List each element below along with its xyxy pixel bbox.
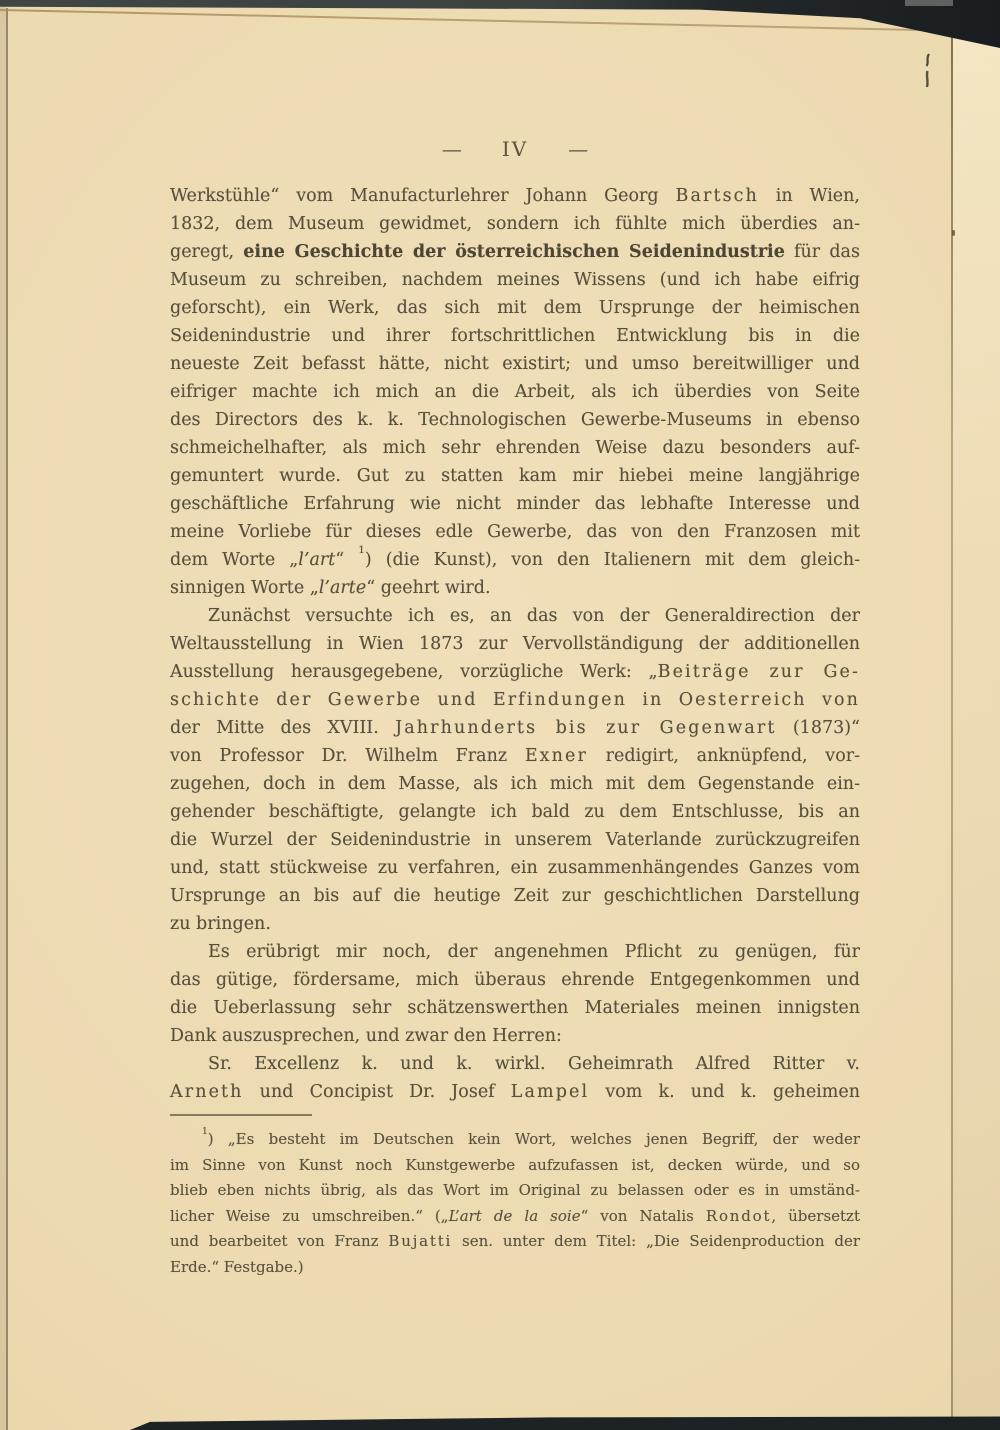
text-line: 1832, dem Museum gewidmet, sondern ich fühlte mich überdies an- (170, 214, 860, 234)
footnote-line: Erde.“ Festgabe.) (170, 1257, 304, 1276)
text-line: geschäftliche Erfahrung wie nicht minder das lebhafte Interesse und (170, 494, 860, 514)
text-line: geforscht), ein Werk, das sich mit dem Ursprunge der heimischen (170, 298, 860, 318)
text-line: und, statt stückweise zu verfahren, ein zusammenhängendes Ganzes vom (170, 858, 860, 878)
body-text (170, 182, 860, 1106)
footnote-line: und bearbeitet von Franz Bujatti sen. unter dem Titel: „Die Seidenproduction der (170, 1232, 860, 1250)
page-numeral: IV (501, 137, 529, 161)
text-block (170, 136, 860, 1280)
text-line: eifriger machte ich mich an die Arbeit, als ich überdies von Seite (170, 382, 860, 402)
ink-mark (920, 52, 934, 94)
footnote-rule (170, 1114, 312, 1116)
footnote-line: licher Weise zu umschreiben.“ („L’art de la soie“ von Natalis Rondot, übersetzt (170, 1206, 860, 1225)
adjacent-page-strip (953, 26, 1000, 1416)
text-line: Werkstühle“ vom Manufacturlehrer Johann Georg Bartsch in Wien, (170, 186, 860, 206)
text-line: das gütige, fördersame, mich überaus ehrende Entgegenkommen und (170, 970, 860, 990)
text-line: Zunächst versuchte ich es, an das von der Generaldirection der (208, 606, 860, 626)
text-line: Seidenindustrie und ihrer fortschrittlichen Entwicklung bis in die (170, 326, 860, 346)
text-line: Ursprunge an bis auf die heutige Zeit zur geschichtlichen Darstellung (170, 886, 860, 906)
binding-gutter-line (6, 8, 8, 1430)
text-line: Weltausstellung in Wien 1873 zur Vervollständigung der additionellen (170, 634, 860, 654)
paper-speck (952, 230, 955, 236)
footnote-line: blieb eben nichts übrig, als das Wort im Original zu belassen oder es in umständ- (170, 1181, 860, 1199)
text-line: zu bringen. (170, 914, 271, 934)
text-line: von Professor Dr. Wilhelm Franz Exner redigirt, anknüpfend, vor- (170, 746, 861, 766)
text-line: die Wurzel der Seidenindustrie in unserem Vaterlande zurückzugreifen (170, 830, 860, 850)
text-line: des Directors des k. k. Technologischen Gewerbe-Museums in ebenso (170, 410, 860, 430)
text-line: schichte der Gewerbe und Erfindungen in Oesterreich von (170, 690, 860, 710)
text-line: gehender beschäftigte, gelangte ich bald zu dem Entschlusse, bis an (170, 802, 860, 822)
text-line: sinnigen Worte „l’arte“ geehrt wird. (170, 578, 491, 598)
text-line: gemuntert wurde. Gut zu statten kam mir hiebei meine langjährige (170, 466, 860, 486)
text-line: Es erübrigt mir noch, der angenehmen Pflicht zu genügen, für (208, 942, 860, 962)
text-line: meine Vorliebe für dieses edle Gewerbe, das von den Franzosen mit (170, 522, 860, 542)
text-line: Dank auszusprechen, und zwar den Herren: (170, 1026, 562, 1046)
dash-right: — (568, 137, 589, 161)
footnote-line: $^1$) „Es besteht im Deutschen kein Wort, welches jenen Begriff, der weder (202, 1126, 860, 1148)
text-line: Arneth und Concipist Dr. Josef Lampel vom k. und k. geheimen (170, 1082, 860, 1102)
text-line: neueste Zeit befasst hätte, nicht existirt; und umso bereitwilliger und (170, 354, 860, 374)
top-band-notch (905, 0, 953, 6)
page-number (170, 136, 860, 162)
text-line: dem Worte „l’art“ $^1$) (die Kunst), von den Italienern mit dem gleich- (170, 543, 861, 570)
text-line: Museum zu schreiben, nachdem meines Wissens (und ich habe eifrig (170, 270, 860, 290)
text-line: der Mitte des XVIII. Jahrhunderts bis zur Gegenwart (1873)“ (170, 718, 860, 738)
footnote-line: im Sinne von Kunst noch Kunstgewerbe aufzufassen ist, decken würde, und so (170, 1155, 860, 1174)
text-line: schmeichelhafter, als mich sehr ehrenden Weise dazu besonders auf- (170, 438, 860, 458)
text-line: zugehen, doch in dem Masse, als ich mich mit dem Gegenstande ein- (170, 774, 860, 794)
text-line: geregt, eine Geschichte der österreichischen Seidenindustrie für das (170, 242, 860, 262)
text-line: die Ueberlassung sehr schätzenswerthen Materiales meinen innigsten (170, 998, 860, 1018)
page-right-edge (951, 28, 953, 1420)
text-line: Ausstellung herausgegebene, vorzügliche Werk: „Beiträge zur Ge- (170, 662, 860, 682)
text-line: Sr. Excellenz k. und k. wirkl. Geheimrath Alfred Ritter v. (208, 1054, 860, 1074)
dash-left: — (441, 137, 462, 161)
footnote-text (170, 1127, 860, 1280)
